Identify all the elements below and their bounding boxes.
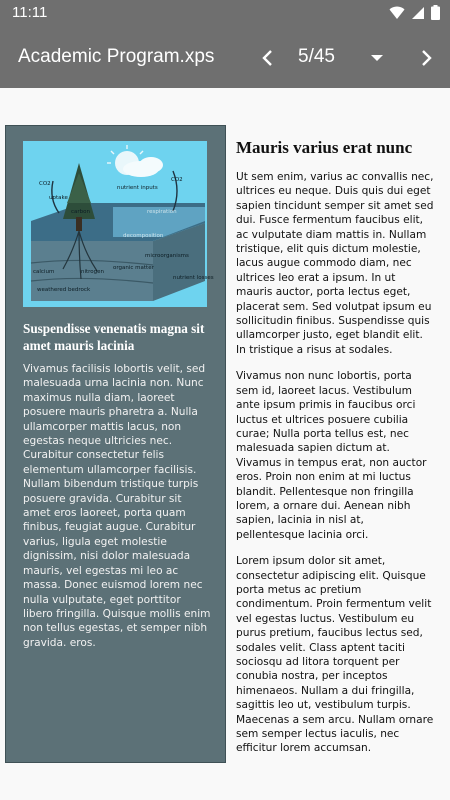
label-calcium: calcium — [33, 269, 55, 275]
label-decomposition: decomposition — [123, 233, 164, 239]
chevron-left-icon — [261, 49, 275, 67]
label-nitrogen: nitrogen — [81, 269, 105, 275]
label-respiration: respiration — [147, 209, 177, 215]
label-uptake: uptake — [49, 195, 68, 201]
main-paragraph-3: Lorem ipsum dolor sit amet, consectetur adipiscing elit. Quisque porta metus ac pretium condimentum. Proin fermentum velit vel egestas luctus. Vestibulum eu purus pretium, faucibus lectus sed, sodales velit. Class aptent taciti sociosqu ad litora torquent per conubia nostra, per inceptos himenaeos. Nullam a dui fringilla, sagittis leo ut, vestibulum turpis. Maecenas a sem arcu. Nullam ornare sem semper lectus iaculis, nec efficitur lorem accumsan. — [236, 555, 434, 755]
label-weathered-bedrock: weathered bedrock — [37, 287, 91, 293]
label-organic-matter: organic matter — [113, 265, 154, 271]
page-indicator[interactable]: 5/45 — [298, 46, 335, 67]
app-toolbar — [0, 28, 450, 88]
next-page-button[interactable] — [410, 42, 442, 74]
label-nutrient-losses: nutrient losses — [173, 275, 214, 281]
signal-icon — [411, 6, 425, 20]
main-heading: Mauris varius erat nunc — [236, 138, 413, 157]
main-column — [236, 170, 434, 768]
document-page[interactable] — [0, 88, 450, 800]
status-time: 11:11 — [12, 4, 48, 21]
document-title: Academic Program.xps — [18, 46, 215, 67]
previous-page-button[interactable] — [252, 42, 284, 74]
caret-down-icon — [370, 54, 384, 62]
sidebar-panel — [5, 125, 226, 763]
main-paragraph-1: Ut sem enim, varius ac convallis nec, ultrices eu neque. Duis quis dui eget sapien tincidunt semper sit amet sed dui. Fusce fermentum faucibus elit, ac vulputate diam mattis in. Nullam tristique, elit quis dictum molestie, lacus augue commodo diam, nec ultrices leo erat a ipsum. In ut mauris auctor, porta lectus eget, placerat sem. Sed volutpat ipsum eu sollicitudin finibus. Suspendisse quis ullamcorper justo, eget blandit elit. In tristique a risus at sodales. — [236, 171, 434, 356]
chevron-right-icon — [419, 49, 433, 67]
sidebar-heading: Suspendisse venenatis magna sit amet mauris lacinia — [23, 321, 205, 353]
label-co2-right: CO2 — [171, 177, 183, 183]
label-co2-left: CO2 — [39, 181, 51, 187]
ecosystem-illustration — [23, 141, 214, 307]
page-menu-button[interactable] — [362, 42, 392, 74]
wifi-icon — [389, 6, 405, 20]
main-paragraph-2: Vivamus non nunc lobortis, porta sem id, laoreet lacus. Vestibulum ante ipsum primis in faucibus orci luctus et ultrices posuere cubilia curae; Nulla porta tellus est, nec malesuada sapien dictum at. Vivamus in tempus erat, non auctor eros. Proin non enim at mi luctus blandit. Pellentesque non fringilla lorem, a ornare dui. Aenean nibh sapien, lacinia in nisl at, pellentesque lacinia orci. — [236, 370, 427, 541]
label-carbon: carbon — [71, 209, 90, 215]
label-nutrient-inputs: nutrient inputs — [117, 185, 158, 191]
status-icons — [389, 5, 440, 20]
status-bar — [0, 0, 450, 28]
sidebar-body-text: Vivamus facilisis lobortis velit, sed malesuada urna lacinia non. Nunc maximus nulla diam, laoreet posuere mauris pharetra a. Nulla ullamcorper mattis lacus, non egestas neque ultricies nec. Curabitur consectetur felis elementum ullamcorper facilisis. Nullam bibendum tristique turpis posuere gravida. Curabitur sit amet eros laoreet, porta quam finibus, feugiat augue. Curabitur varius, ligula eget molestie dignissim, nisi dolor malesuada mauris, vel egestas mi leo ac massa. Donec euismod lorem nec nulla vulputate, eget porttitor libero fringilla. Quisque mollis enim non tellus egestas, et semper nibh gravida. eros. — [23, 363, 211, 649]
battery-icon — [431, 5, 440, 20]
label-microorganisms: microorganisms — [145, 253, 189, 259]
